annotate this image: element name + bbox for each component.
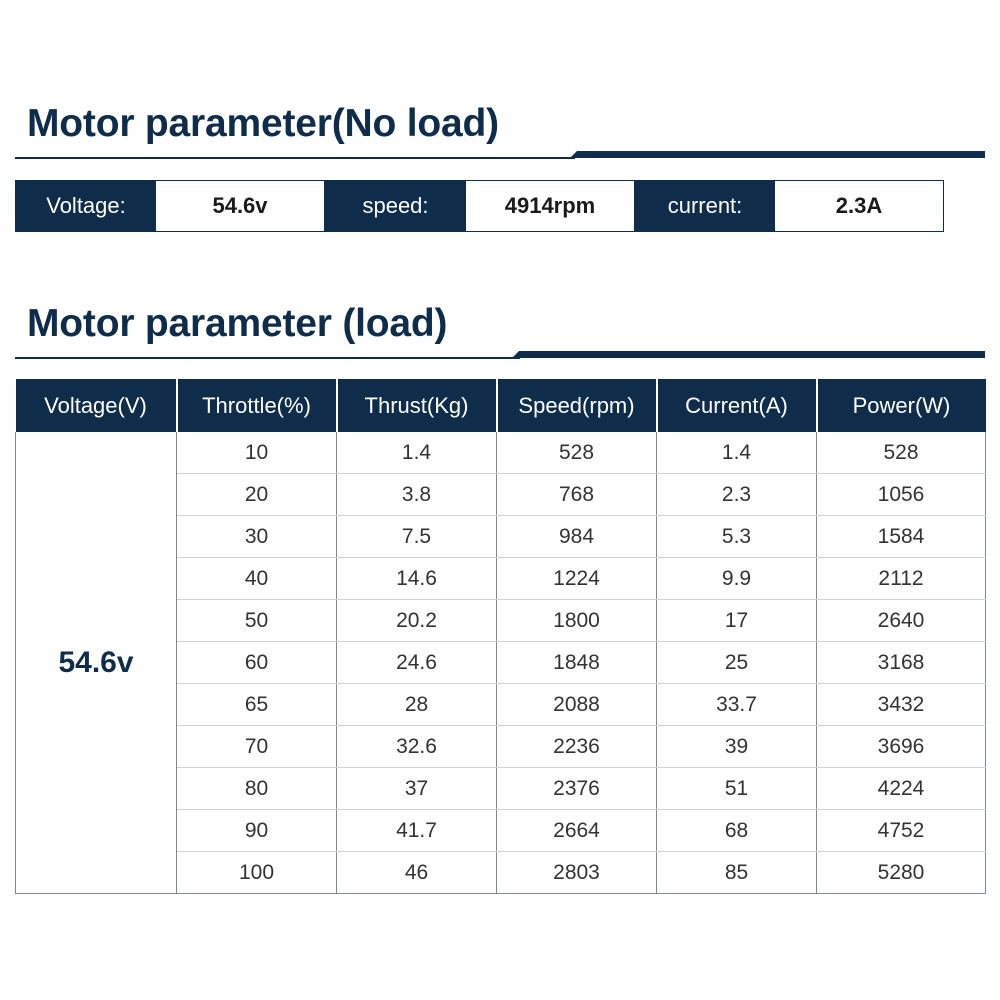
header-current: Current(A): [657, 379, 817, 432]
cell-thrust: 3.8: [337, 474, 497, 516]
header-voltage: Voltage(V): [16, 379, 177, 432]
cell-current: 85: [657, 852, 817, 894]
cell-speed: 1224: [497, 558, 657, 600]
header-throttle: Throttle(%): [177, 379, 337, 432]
cell-power: 5280: [817, 852, 986, 894]
load-title-rule: [15, 357, 520, 359]
cell-current: 68: [657, 810, 817, 852]
cell-power: 3432: [817, 684, 986, 726]
cell-thrust: 41.7: [337, 810, 497, 852]
load-title: Motor parameter (load): [27, 302, 448, 345]
cell-speed: 2088: [497, 684, 657, 726]
cell-power: 4224: [817, 768, 986, 810]
cell-power: 2640: [817, 600, 986, 642]
cell-power: 2112: [817, 558, 986, 600]
cell-throttle: 20: [177, 474, 337, 516]
cell-speed: 768: [497, 474, 657, 516]
table-body: [16, 432, 986, 894]
table-header-row: [16, 379, 986, 432]
cell-power: 1584: [817, 516, 986, 558]
cell-throttle: 90: [177, 810, 337, 852]
cell-power: 3696: [817, 726, 986, 768]
header-speed: Speed(rpm): [497, 379, 657, 432]
cell-thrust: 37: [337, 768, 497, 810]
cell-current: 5.3: [657, 516, 817, 558]
cell-thrust: 24.6: [337, 642, 497, 684]
cell-speed: 2803: [497, 852, 657, 894]
cell-power: 4752: [817, 810, 986, 852]
cell-throttle: 65: [177, 684, 337, 726]
load-parameter-table: [15, 379, 986, 894]
load-title-accent-bar: [512, 351, 985, 358]
cell-power: 528: [817, 432, 986, 474]
cell-current: 17: [657, 600, 817, 642]
header-thrust: Thrust(Kg): [337, 379, 497, 432]
cell-current: 25: [657, 642, 817, 684]
cell-throttle: 40: [177, 558, 337, 600]
no-load-parameters: [15, 180, 944, 232]
cell-power: 1056: [817, 474, 986, 516]
cell-current: 2.3: [657, 474, 817, 516]
no-load-title: Motor parameter(No load): [27, 102, 499, 145]
no-load-title-rule: [15, 157, 575, 159]
cell-speed: 984: [497, 516, 657, 558]
current-value: 2.3A: [775, 181, 943, 231]
cell-throttle: 70: [177, 726, 337, 768]
cell-current: 39: [657, 726, 817, 768]
cell-power: 3168: [817, 642, 986, 684]
cell-throttle: 80: [177, 768, 337, 810]
cell-speed: 1848: [497, 642, 657, 684]
cell-thrust: 14.6: [337, 558, 497, 600]
cell-thrust: 20.2: [337, 600, 497, 642]
table-row: [16, 432, 986, 474]
cell-current: 33.7: [657, 684, 817, 726]
voltage-value: 54.6v: [156, 181, 325, 231]
cell-speed: 2236: [497, 726, 657, 768]
cell-thrust: 46: [337, 852, 497, 894]
cell-throttle: 50: [177, 600, 337, 642]
cell-current: 1.4: [657, 432, 817, 474]
cell-speed: 2664: [497, 810, 657, 852]
cell-throttle: 10: [177, 432, 337, 474]
cell-thrust: 32.6: [337, 726, 497, 768]
no-load-title-accent-bar: [570, 151, 985, 158]
speed-label: speed:: [325, 181, 466, 231]
cell-throttle: 30: [177, 516, 337, 558]
cell-thrust: 28: [337, 684, 497, 726]
voltage-label: Voltage:: [16, 181, 156, 231]
speed-value: 4914rpm: [466, 181, 635, 231]
cell-current: 51: [657, 768, 817, 810]
cell-speed: 2376: [497, 768, 657, 810]
current-label: current:: [635, 181, 775, 231]
cell-speed: 528: [497, 432, 657, 474]
voltage-cell: 54.6v: [16, 432, 177, 894]
cell-speed: 1800: [497, 600, 657, 642]
cell-current: 9.9: [657, 558, 817, 600]
cell-thrust: 7.5: [337, 516, 497, 558]
cell-throttle: 100: [177, 852, 337, 894]
header-power: Power(W): [817, 379, 986, 432]
cell-thrust: 1.4: [337, 432, 497, 474]
cell-throttle: 60: [177, 642, 337, 684]
